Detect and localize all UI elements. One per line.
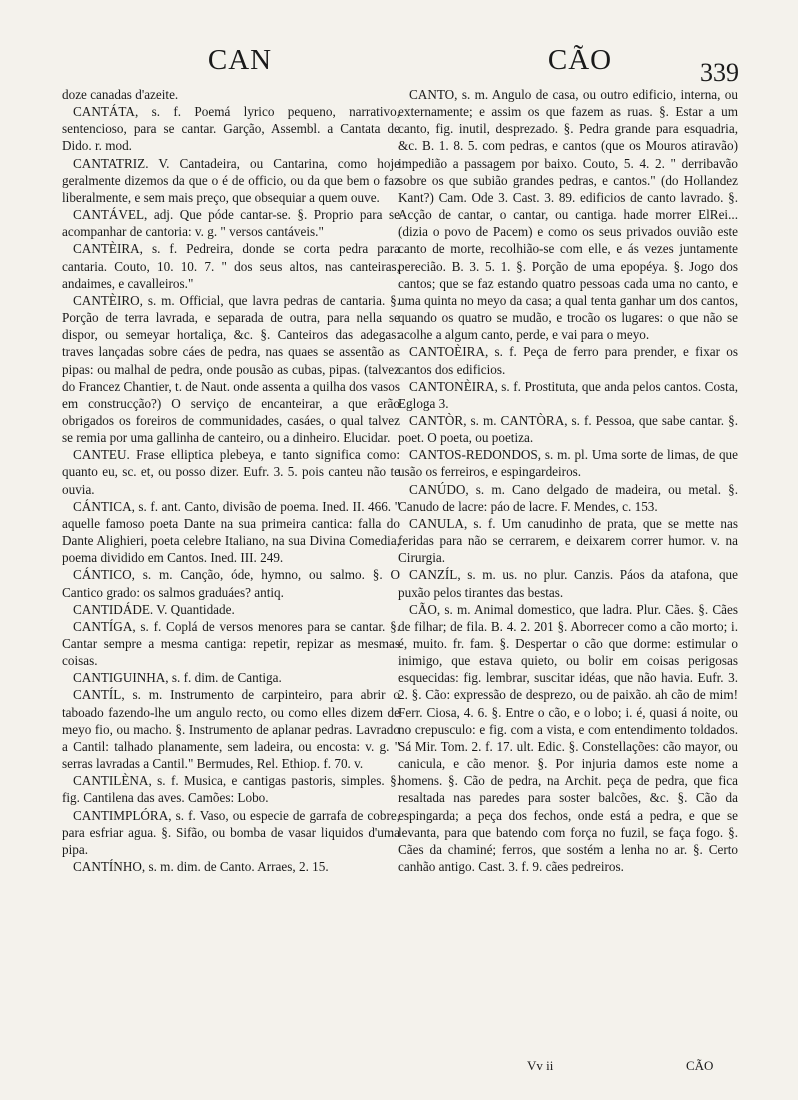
catchword: CÃO xyxy=(686,1058,714,1073)
running-header xyxy=(0,44,798,87)
left-column xyxy=(62,86,400,875)
entry-canteira: CANTÈIRA, s. f. Pedreira, donde se corta pedra para cantaria. Couto, 10. 10. 7. " dos seus altos, nas canteiras, andaimes, e cavalleiros." xyxy=(62,241,400,291)
entry-cantimplora: CANTIMPLÓRA, s. f. Vaso, ou especie de garrafa de cobre, para esfriar agua. §. Sifão, ou bomba de vasar liquidos d'uma pipa. xyxy=(62,807,400,857)
entry-cantos-redondos: CANTOS-REDONDOS, s. m. pl. Uma sorte de limas, de que usão os ferreiros, e espingardeiros. xyxy=(398,447,738,480)
entry-cantil: CANTÍL, s. m. Instrumento de carpinteiro, para abrir o taboado fazendo-lhe um angulo recto, ou como elles dizem de meyo fio, ou macho. §. Instrumento de aplanar pedras. Lavrado a Cantil: talhado planamente, sem ladeira, ou encosta: v. g. " serras lavradas a Cantil." Bermudes, Rel. Ethiop. f. 70. v. xyxy=(62,687,400,772)
header-left-guideword: CAN xyxy=(207,44,273,76)
entry-cantatriz: CANTATRIZ. V. Cantadeira, ou Cantarina, como hoje geralmente dizemos da que o é de officio, ou da que bem o faz liberalmente, e sem mais preço, que obsequiar a quem ouve. xyxy=(62,155,400,205)
entry-cantavel: CANTÁVEL, adj. Que póde cantar-se. §. Proprio para se acompanhar de cantoria: v. g. " versos cantáveis." xyxy=(62,207,400,240)
entry-cantico: CÁNTICO, s. m. Canção, óde, hymno, ou salmo. §. O Cantico grado: os salmos graduáes? antiq. xyxy=(62,567,400,600)
entry-cantilena: CANTILÈNA, s. f. Musica, e cantigas pastoris, simples. §. fig. Cantilena das aves. Camões: Lobo. xyxy=(62,773,400,806)
entry-canteu: CANTEU. Frase elliptica plebeya, e tanto significa como: quanto eu, sc. et, ou posso dizer. Eufr. 3. 5. pois canteu não te ouvia. xyxy=(62,447,400,497)
entry-canto: CANTO, s. m. Angulo de casa, ou outro edificio, interna, ou externamente; e assim os que fazem as ruas. §. Estar a um canto, fig. inutil, desprezado. §. Pedra grande para esquadria, &c. B. 1. 8. 5. com pedras, e cantos (que os Mouros atiravão) impedião a passagem por baixo. Couto, 5. 4. 2. " derribavão sobre os que subião grandes pedras, e cantos." (do Hollandez Kant?) Cam. Ode 3. Cast. 3. 89. edificios de canto lavrado. §. Acção de cantar, o cantar, ou cantiga. hade morrer ElRei... (dizia o povo de Pacem) e como os seus privados ouvião este canto de morte, recolhião-se com elle, e ás vezes juntamente perecião. B. 3. 5. 1. §. Porção de uma epopéya. §. Jogo dos cantos; que se faz estando quatro pessoas cada uma no canto, e uma quinta no meyo da casa; a qual tenta ganhar um dos cantos, quando os quatro se mudão, e trocão os lugares: o que não se acolhe a algum canto, perde, e vai para o meyo. xyxy=(398,87,738,343)
page-number: 339 xyxy=(700,58,739,87)
signature-mark: Vv ii xyxy=(527,1058,554,1073)
entry-cantidade: CANTIDÁDE. V. Quantidade. xyxy=(73,601,235,617)
entry-cantor: CANTÒR, s. m. CANTÒRA, s. f. Pessoa, que sabe cantar. §. poet. O poeta, ou poetiza. xyxy=(398,412,738,446)
right-column xyxy=(398,86,738,875)
entry-cantica: CÁNTICA, s. f. ant. Canto, divisão de poema. Ined. II. 466. " aquelle famoso poeta Dante na sua primeira cantica: falla do Dante Alighieri, poeta celebre Italiano, na sua Divina Comedia, poema dividido em Cantos. Ined. III. 249. xyxy=(62,498,400,566)
entry-cantoneira: CANTONÈIRA, s. f. Prostituta, que anda pelos cantos. Costa, Egloga 3. xyxy=(398,378,738,411)
entry-cantoeira: CANTOÈIRA, s. f. Peça de ferro para prender, e fixar os cantos dos edificios. xyxy=(398,344,738,377)
entry-canudo: CANÚDO, s. m. Cano delgado de madeira, ou metal. §. Canudo de lacre: páo de lacre. F. Mendes, c. 153. xyxy=(398,481,738,514)
entry-cantata: CANTÁTA, s. f. Poemá lyrico pequeno, narrativo, sentencioso, para se cantar. Garção, Assembl. a Cantata de Dido. r. mod. xyxy=(62,104,400,154)
entry-cantinho: CANTÍNHO, s. m. dim. de Canto. Arraes, 2. 15. xyxy=(73,859,329,875)
entry-cantiga: CANTÍGA, s. f. Coplá de versos menores para se cantar. §. Cantar sempre a mesma cantiga: repetir, repizar as mesmas coisas. xyxy=(62,618,400,669)
entry-cantiguinha: CANTIGUINHA, s. f. dim. de Cantiga. xyxy=(73,670,282,686)
entry-canula: CANULA, s. f. Um canudinho de prata, que se mette nas feridas para não se cerrarem, e deixarem correr humor. v. na Cirurgia. xyxy=(398,515,738,566)
entry-canzil: CANZÍL, s. m. us. no plur. Canzis. Páos da atafona, que puxão pelos tirantes das bestas. xyxy=(398,567,738,600)
entry-cao: CÃO, s. m. Animal domestico, que ladra. Plur. Cães. §. Cães de filhar; de fila. B. 4. 2. 201 §. Aborrecer como a cão morto; i. é, muito. fr. fam. §. Despertar o cão que dorme: estimular o inimigo, que estava quieto, ou bolir em coisas perigosas esquecidas: fig. lembrar, suscitar idéas, que não havia. Eufr. 3. 2. §. Cão: expressão de desprezo, ou de paixão. ah cão de mim! Ferr. Ciosa, 4. 6. §. Entre o cão, e o lobo; i. é, quasi á noite, ou no crepusculo: e fig. com a vista, e com entendimento toldados. Sá Mir. Tom. 2. f. 17. ult. Edic. §. Constellações: cão mayor, ou canicula, e cão menor. §. Por injuria damos este nome a homens. §. Cão de pedra, na Archit. peça de pedra, que fica resaltada nas paredes para soster balcões, &c. §. Cão da espingarda; a peça dos fechos, onde está a pedra, e que se levanta, para que batendo com força no fuzil, se faça fogo. §. Cães da chaminé; ferros, que sostém a lenha no ar. §. Certo canhão antigo. Cast. 3. f. 9. cães pedreiros. xyxy=(398,601,738,875)
page-footer xyxy=(0,1058,798,1078)
header-right-guideword: CÃO xyxy=(547,44,613,76)
entry-continuation: doze canadas d'azeite. xyxy=(62,87,179,102)
entry-canteiro: CANTÈIRO, s. m. Official, que lavra pedras de cantaria. §. Porção de terra lavrada, e separada de outra, para nella se dispor, ou semeyar hortaliça, &c. §. Canteiros das adegas: traves lançadas sobre cáes de pedra, nas quaes se assentão as pipas: ou malhal de pedra, onde pousão as cubas, pipas. (talvez do Francez Chantier, t. de Naut. onde assenta a quilha dos vasos em construcção?) O serviço de encanteirar, a que erão obrigados os foreiros de communidades, casáes, o qual talvez se remia por uma gallinha de canteiro, ou a dinheiro. Elucidar. xyxy=(62,292,400,446)
